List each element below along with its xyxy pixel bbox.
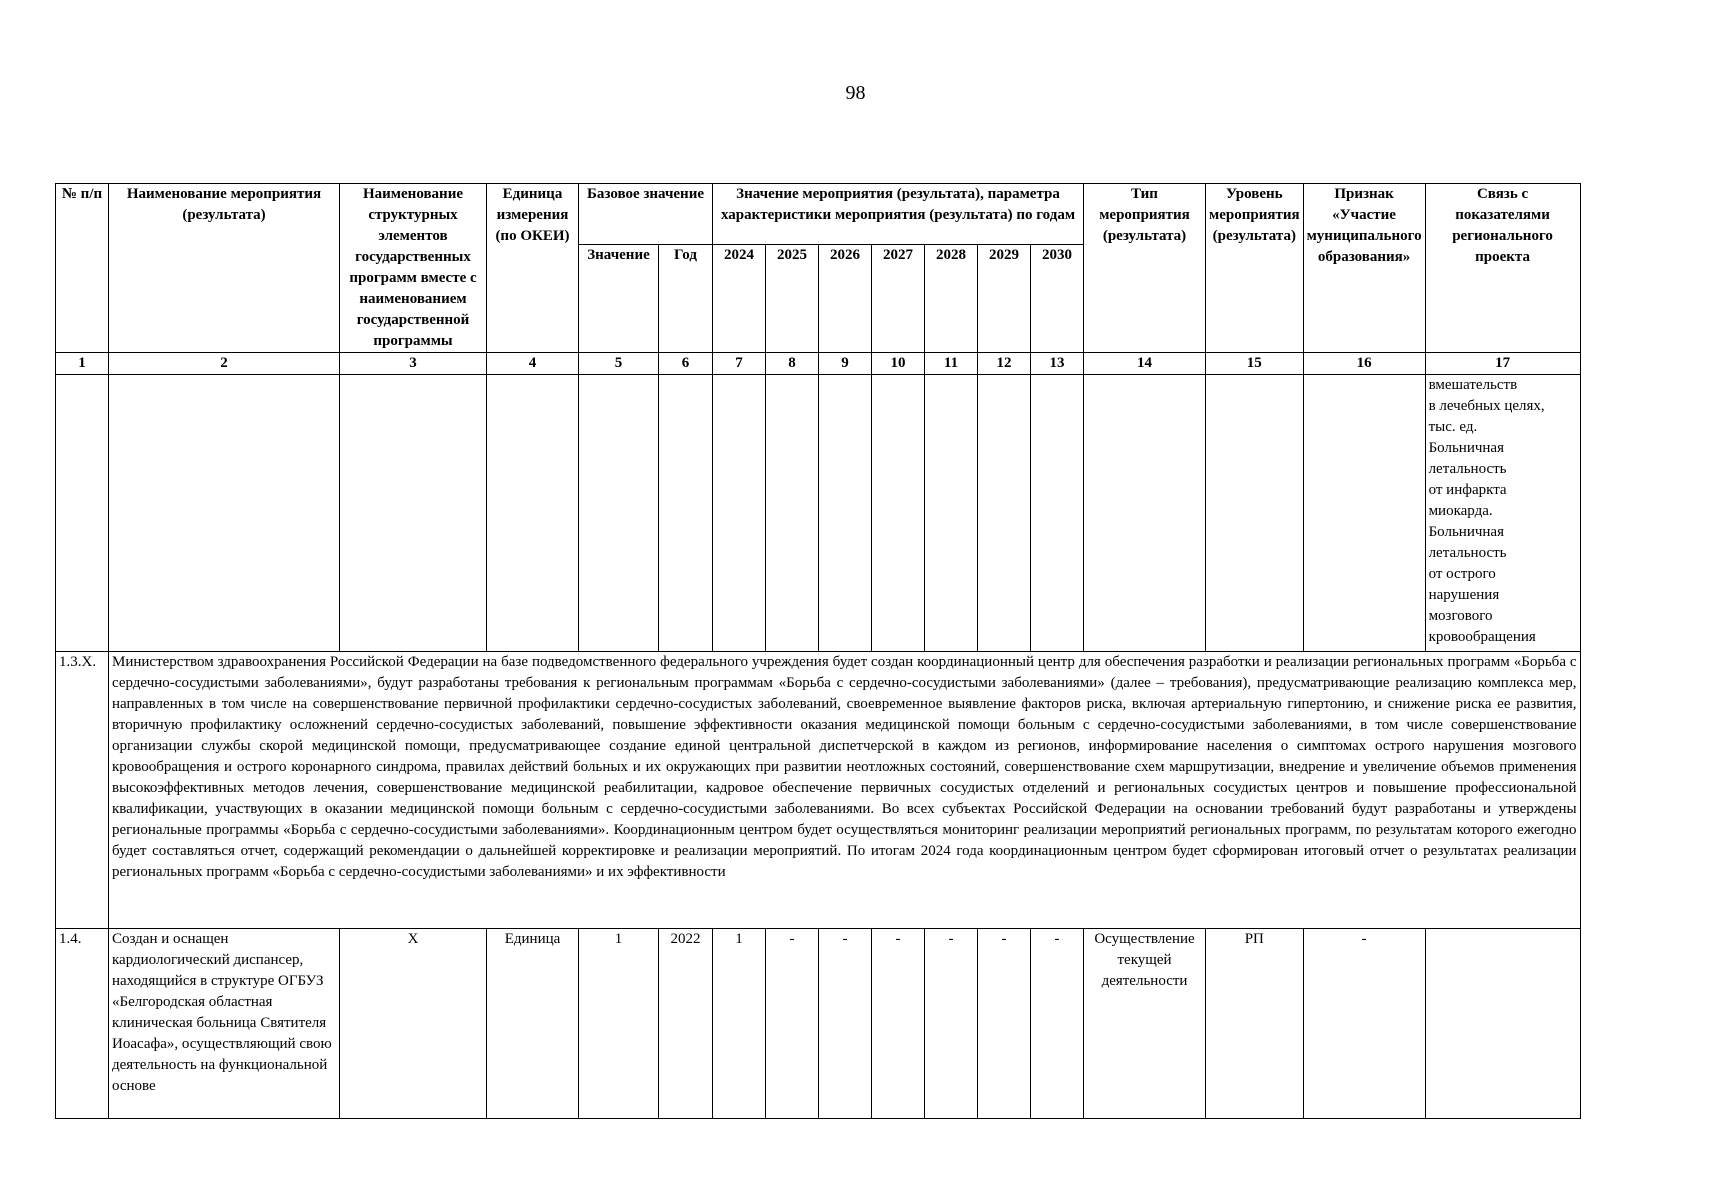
header-base-value-value: Значение (579, 244, 659, 352)
header-activity-name: Наименование мероприятия (результата) (109, 184, 340, 353)
column-number: 9 (819, 353, 872, 375)
header-year-2028: 2028 (925, 244, 978, 352)
header-level: Уровень мероприятия (результата) (1206, 184, 1304, 353)
column-number-row (56, 353, 1581, 375)
column-number: 7 (713, 353, 766, 375)
column-number: 10 (872, 353, 925, 375)
column-number: 12 (978, 353, 1031, 375)
page-number: 98 (845, 82, 866, 104)
activity-name: Создан и оснащен кардиологический диспансер, находящийся в структуре ОГБУЗ «Белгородская областная клиническая больница Святителя Иоасафа», осуществляющий свою деятельность на функциональной основе (109, 929, 340, 1119)
continuation-row (56, 375, 1581, 652)
column-number: 17 (1425, 353, 1580, 375)
column-number: 3 (340, 353, 487, 375)
column-number: 1 (56, 353, 109, 375)
row-number: 1.4. (56, 929, 109, 1119)
header-year-2029: 2029 (978, 244, 1031, 352)
activities-table (55, 183, 1581, 1119)
unit: Единица (487, 929, 579, 1119)
column-number: 11 (925, 353, 978, 375)
header-base-value: Базовое значение (579, 184, 713, 245)
row-description: Министерством здравоохранения Российской Федерации на базе подведомственного федерального учреждения будет создан координационный центр для обеспечения разработки и реализации региональных программ «Борьба с сердечно-сосудистыми заболеваниями», будут разработаны требования к региональным программам «Борьба с сердечно-сосудистыми заболеваниями» (далее – требования), предусматривающие реализацию комплекса мер, направленных в том числе на совершенствование первичной профилактики сердечно-сосудистых заболеваний, своевременное выявление факторов риска, включая артериальную гипертонию, и снижение риска ее развития, вторичную профилактику осложнений сердечно-сосудистых заболеваний, повышение эффективности оказания медицинской помощи больным с сердечно-сосудистыми заболеваниями, в том числе совершенствование организации службы скорой медицинской помощи, предусматривающее создание единой центральной диспетчерской в каждом из регионов, информирование населения о симптомах острого нарушения мозгового кровообращения и острого коронарного синдрома, правилах действий больных и их окружающих при развитии неотложных состояний, совершенствование схем маршрутизации, внедрение и увеличение объемов применения высокоэффективных методов лечения, совершенствование медицинской реабилитации, кадровое обеспечение первичных сосудистых отделений и региональных сосудистых центров и повышение профессиональной квалификации, участвующих в оказании медицинской помощи больным с сердечно-сосудистыми заболеваниями. Во всех субъектах Российской Федерации на основании требований будут разработаны и утверждены региональные программы «Борьба с сердечно-сосудистыми заболеваниями». Координационным центром будет осуществляться мониторинг реализации мероприятий региональных программ, по результатам которого ежегодно будет составляться отчет, содержащий рекомендации о дальнейшей корректировке и реализации мероприятий. По итогам 2024 года координационным центром будет сформирован итоговый отчет о результатах реализации региональных программ «Борьба с сердечно-сосудистыми заболеваниями» и их эффективности (109, 652, 1581, 929)
value-2026: - (819, 929, 872, 1119)
header-type: Тип мероприятия (результата) (1084, 184, 1206, 353)
header-structural-elements: Наименование структурных элементов государственных программ вместе с наименованием государственной программы (340, 184, 487, 353)
value-2028: - (925, 929, 978, 1119)
row-number: 1.3.Х. (56, 652, 109, 929)
link-indicators-continued: вмешательств в лечебных целях, тыс. ед. Больничная летальность от инфаркта миокарда. Больничная летальность от острого нарушения мозгового кровообращения (1425, 375, 1580, 652)
column-number: 2 (109, 353, 340, 375)
value-2025: - (766, 929, 819, 1119)
table-row-1-3-x (56, 652, 1581, 929)
activity-type: Осуществление текущей деятельности (1084, 929, 1206, 1119)
column-number: 13 (1031, 353, 1084, 375)
structural-elements: Х (340, 929, 487, 1119)
column-number: 15 (1206, 353, 1304, 375)
value-2024: 1 (713, 929, 766, 1119)
header-values-by-year: Значение мероприятия (результата), параметра характеристики мероприятия (результата) по годам (713, 184, 1084, 245)
base-value: 1 (579, 929, 659, 1119)
header-year-2024: 2024 (713, 244, 766, 352)
header-year-2027: 2027 (872, 244, 925, 352)
base-year: 2022 (659, 929, 713, 1119)
header-year-2026: 2026 (819, 244, 872, 352)
column-number: 8 (766, 353, 819, 375)
header-base-value-year: Год (659, 244, 713, 352)
column-number: 5 (579, 353, 659, 375)
header-year-2025: 2025 (766, 244, 819, 352)
column-number: 4 (487, 353, 579, 375)
value-2030: - (1031, 929, 1084, 1119)
table-row-1-4 (56, 929, 1581, 1119)
value-2029: - (978, 929, 1031, 1119)
header-year-2030: 2030 (1031, 244, 1084, 352)
header-unit: Единица измерения (по ОКЕИ) (487, 184, 579, 353)
activity-level: РП (1206, 929, 1304, 1119)
municipal-participation: - (1303, 929, 1425, 1119)
header-municipal: Признак «Участие муниципального образования» (1303, 184, 1425, 353)
header-number: № п/п (56, 184, 109, 353)
value-2027: - (872, 929, 925, 1119)
column-number: 6 (659, 353, 713, 375)
column-number: 14 (1084, 353, 1206, 375)
header-link: Связь с показателями регионального проекта (1425, 184, 1580, 353)
link-indicators (1425, 929, 1580, 1119)
column-number: 16 (1303, 353, 1425, 375)
